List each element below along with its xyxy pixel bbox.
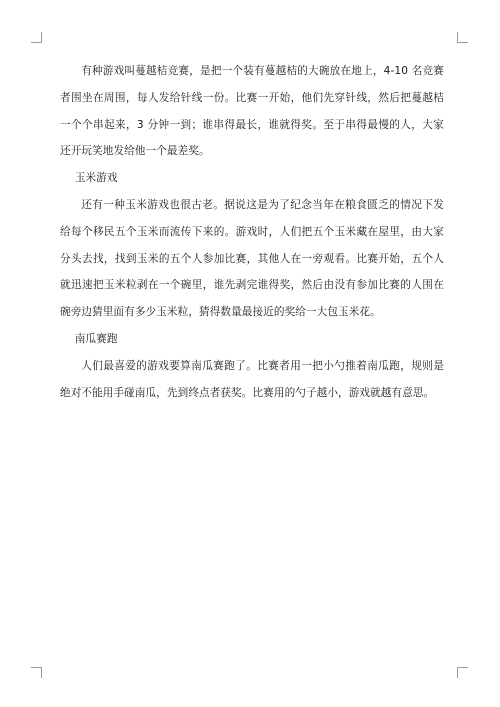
crop-mark-bottom-left — [31, 667, 42, 678]
crop-mark-top-right — [457, 32, 468, 43]
section-heading-pumpkin-race: 南瓜赛跑 — [74, 332, 118, 345]
crop-mark-top-left — [31, 32, 42, 43]
paragraph-pumpkin-race: 人们最喜爱的游戏要算南瓜赛跑了。比赛者用一把小勺推着南瓜跑，规则是绝对不能用手碰南瓜，先到终点者获奖。比赛用的勺子越小，游戏就越有意思。 — [60, 359, 444, 399]
crop-mark-bottom-right — [457, 667, 468, 678]
document-body — [60, 58, 444, 406]
paragraph-cranberry-contest: 有种游戏叫蔓越桔竞赛，是把一个装有蔓越桔的大碗放在地上，4-10 名竞赛者围坐在周围，每人发给针线一份。比赛一开始，他们先穿针线，然后把蔓越桔一个个串起来，3 分钟一到；谁串得最长，谁就得奖。至于串得最慢的人，大家还开玩笑地发给他一个最差奖。 — [60, 65, 444, 158]
section-heading-corn-game: 玉米游戏 — [74, 172, 118, 185]
paragraph-corn-game: 还有一种玉米游戏也很古老。据说这是为了纪念当年在粮食匮乏的情况下发给每个移民五个玉米而流传下来的。游戏时，人们把五个玉米藏在屋里，由大家分头去找，找到玉米的五个人参加比赛，其他人在一旁观看。比赛开始，五个人就迅速把玉米粒剥在一个碗里，谁先剥完谁得奖，然后由没有参加比赛的人围在碗旁边猜里面有多少玉米粒，猜得数量最接近的奖给一大包玉米花。 — [60, 198, 444, 319]
